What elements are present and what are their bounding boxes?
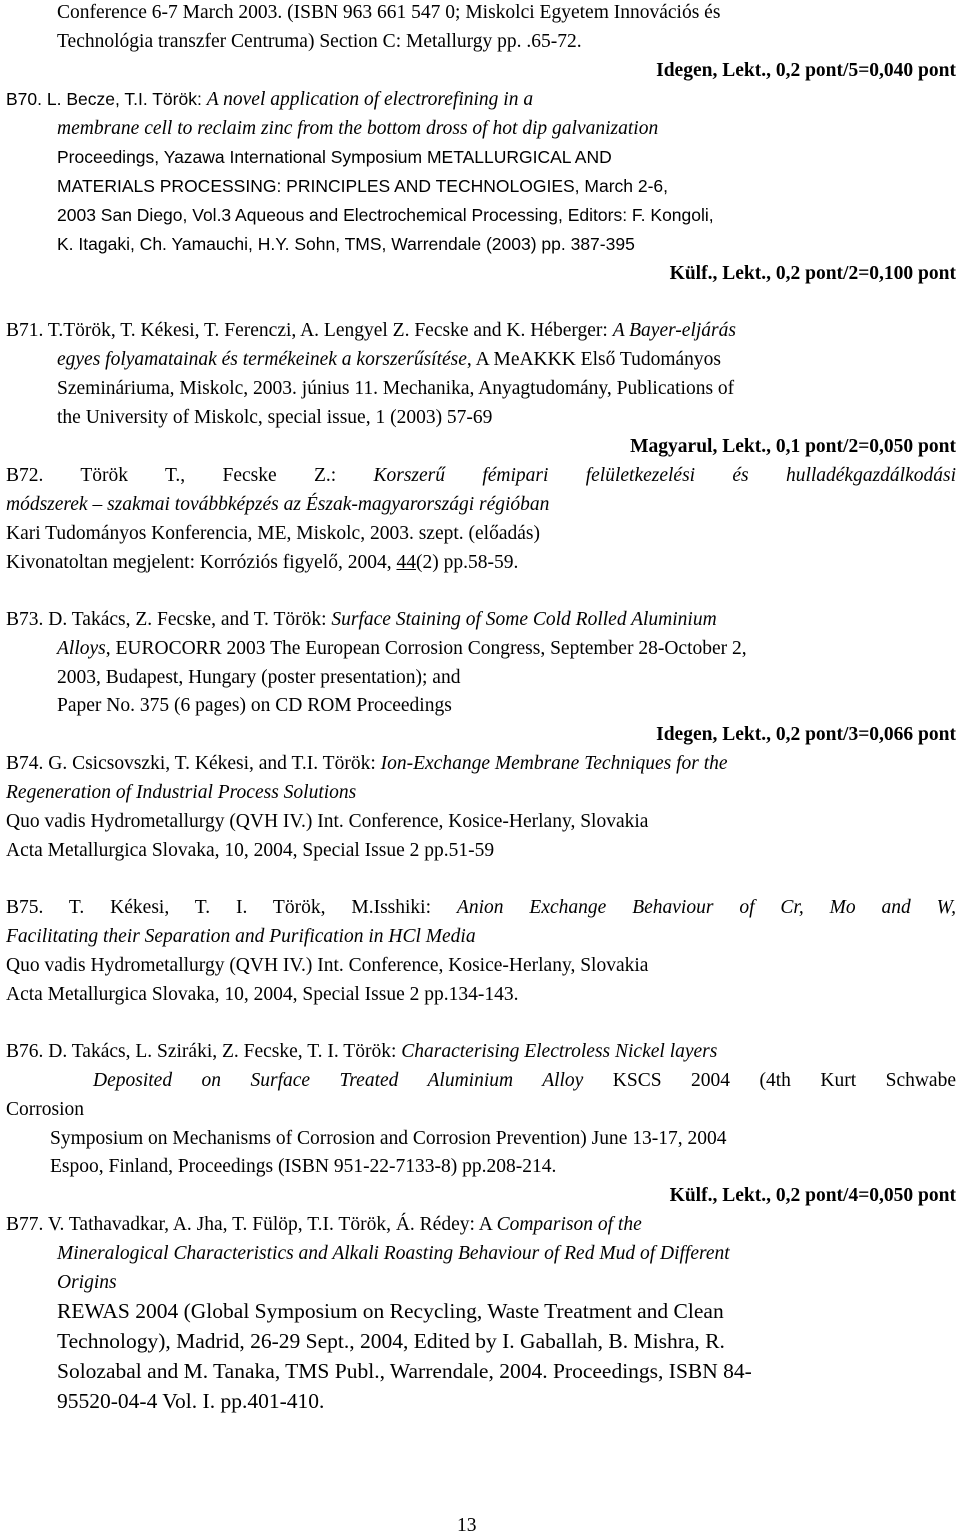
b77-title1: Comparison of the xyxy=(496,1214,642,1235)
b70-line3: Proceedings, Yazawa International Symposium METALLURGICAL AND xyxy=(57,147,612,167)
b72-line4-a: Kivonatoltan megjelent: Korróziós figyelő, 2004, xyxy=(6,552,397,573)
b75-authors: B75. T. Kékesi, T. I. Török, M.Isshiki: xyxy=(6,897,457,918)
b71-line2 xyxy=(57,345,721,374)
b74-title1: Ion-Exchange Membrane Techniques for the xyxy=(380,753,728,774)
b74-line4: Acta Metallurgica Slovaka, 10, 2004, Special Issue 2 pp.51-59 xyxy=(6,840,495,861)
b72-authors: B72. Török T., Fecske Z.: xyxy=(6,465,374,486)
b77-line4: REWAS 2004 (Global Symposium on Recycling, Waste Treatment and Clean xyxy=(57,1299,724,1323)
b73-line2 xyxy=(57,634,747,663)
b76-line5: Espoo, Finland, Proceedings (ISBN 951-22-7133-8) pp.208-214. xyxy=(50,1156,557,1177)
b73-line2-rest: , EUROCORR 2003 The European Corrosion Congress, September 28-October 2, xyxy=(105,638,747,659)
b74-authors: B74. G. Csicsovszki, T. Kékesi, and T.I. Török: xyxy=(6,753,381,774)
b77-line1 xyxy=(6,1210,642,1239)
b77-title2: Mineralogical Characteristics and Alkali Roasting Behaviour of Red Mud of Different xyxy=(57,1243,730,1264)
b77-line7: 95520-04-4 Vol. I. pp.401-410. xyxy=(57,1389,325,1413)
b74-line1 xyxy=(6,749,728,778)
b77-line5: Technology), Madrid, 26-29 Sept., 2004, Edited by I. Gaballah, B. Mishra, R. xyxy=(57,1329,725,1353)
b72-line1 xyxy=(6,461,956,490)
b71-authors: B71. T.Török, T. Kékesi, T. Ferenczi, A. Lengyel Z. Fecske and K. Héberger: xyxy=(6,320,613,341)
b74-line3: Quo vadis Hydrometallurgy (QVH IV.) Int. Conference, Kosice-Herlany, Slovakia xyxy=(6,811,649,832)
b76-line2 xyxy=(93,1066,956,1095)
b69-line2: Technológia transzfer Centruma) Section C: Metallurgy pp. .65-72. xyxy=(57,31,582,52)
b76-score: Külf., Lekt., 0,2 pont/4=0,050 pont xyxy=(669,1185,956,1206)
b71-title2: egyes folyamatainak és termékeinek a korszerűsítése xyxy=(57,349,467,370)
b74-title2: Regeneration of Industrial Process Solutions xyxy=(6,782,357,803)
b73-line3: 2003, Budapest, Hungary (poster presentation); and xyxy=(57,667,461,688)
b71-title1: A Bayer-eljárás xyxy=(612,320,736,341)
b72-volume: 44 xyxy=(396,552,416,573)
b70-title2: membrane cell to reclaim zinc from the bottom dross of hot dip galvanization xyxy=(57,118,659,139)
b71-line1 xyxy=(6,316,736,345)
b77-title3: Origins xyxy=(57,1272,117,1293)
b76-title2: Deposited on Surface Treated Aluminium Alloy xyxy=(93,1070,584,1091)
b70-line1 xyxy=(6,85,533,114)
b72-title1: Korszerű fémipari felületkezelési és hulladékgazdálkodási xyxy=(373,465,957,486)
page-number: 13 xyxy=(457,1515,477,1536)
b76-line3: Corrosion xyxy=(6,1099,84,1120)
b69-score: Idegen, Lekt., 0,2 pont/5=0,040 pont xyxy=(656,60,956,81)
b72-line3: Kari Tudományos Konferencia, ME, Miskolc, 2003. szept. (előadás) xyxy=(6,523,540,544)
b71-line2-rest: , A MeAKKK Első Tudományos xyxy=(466,349,722,370)
b71-line4: the University of Miskolc, special issue, 1 (2003) 57-69 xyxy=(57,407,493,428)
b73-line4: Paper No. 375 (6 pages) on CD ROM Proceedings xyxy=(57,695,452,716)
b77-line6: Solozabal and M. Tanaka, TMS Publ., Warrendale, 2004. Proceedings, ISBN 84- xyxy=(57,1359,752,1383)
b70-title1: A novel application of electrorefining in a xyxy=(206,89,534,110)
b73-line1 xyxy=(6,605,717,634)
b76-line4: Symposium on Mechanisms of Corrosion and Corrosion Prevention) June 13-17, 2004 xyxy=(50,1128,727,1149)
b70-line5: 2003 San Diego, Vol.3 Aqueous and Electrochemical Processing, Editors: F. Kongoli, xyxy=(57,205,714,225)
b76-authors: B76. D. Takács, L. Sziráki, Z. Fecske, T. I. Török: xyxy=(6,1041,402,1062)
b72-line4-b: (2) pp.58-59. xyxy=(415,552,519,573)
b73-authors: B73. D. Takács, Z. Fecske, and T. Török: xyxy=(6,609,332,630)
b70-line6: K. Itagaki, Ch. Yamauchi, H.Y. Sohn, TMS, Warrendale (2003) pp. 387-395 xyxy=(57,234,635,254)
b75-line3: Quo vadis Hydrometallurgy (QVH IV.) Int. Conference, Kosice-Herlany, Slovakia xyxy=(6,955,649,976)
b73-title2: Alloys xyxy=(57,638,106,659)
b73-title1: Surface Staining of Some Cold Rolled Aluminium xyxy=(331,609,717,630)
b75-title1: Anion Exchange Behaviour of Cr, Mo and W, xyxy=(456,897,956,918)
b70-score: Külf., Lekt., 0,2 pont/2=0,100 pont xyxy=(669,263,956,284)
b70-authors: B70. L. Becze, T.I. Török: xyxy=(6,89,207,109)
b75-line1 xyxy=(6,893,956,922)
b71-score: Magyarul, Lekt., 0,1 pont/2=0,050 pont xyxy=(630,436,956,457)
b76-line2-rest: KSCS 2004 (4th Kurt Schwabe xyxy=(583,1070,956,1091)
b76-line1 xyxy=(6,1037,717,1066)
b69-line1: Conference 6-7 March 2003. (ISBN 963 661 547 0; Miskolci Egyetem Innovációs és xyxy=(57,2,721,23)
b76-title1: Characterising Electroless Nickel layers xyxy=(401,1041,718,1062)
b71-line3: Szemináriuma, Miskolc, 2003. június 11. Mechanika, Anyagtudomány, Publications of xyxy=(57,378,735,399)
b70-line4: MATERIALS PROCESSING: PRINCIPLES AND TECHNOLOGIES, March 2-6, xyxy=(57,176,669,196)
b73-score: Idegen, Lekt., 0,2 pont/3=0,066 pont xyxy=(656,724,956,745)
b72-title2: módszerek – szakmai továbbképzés az Észak-magyarországi régióban xyxy=(6,494,550,515)
b77-authors: B77. V. Tathavadkar, A. Jha, T. Fülöp, T.I. Török, Á. Rédey: A xyxy=(6,1214,497,1235)
b75-title2: Facilitating their Separation and Purification in HCl Media xyxy=(6,926,476,947)
b75-line4: Acta Metallurgica Slovaka, 10, 2004, Special Issue 2 pp.134-143. xyxy=(6,984,519,1005)
b72-line4 xyxy=(6,548,518,577)
